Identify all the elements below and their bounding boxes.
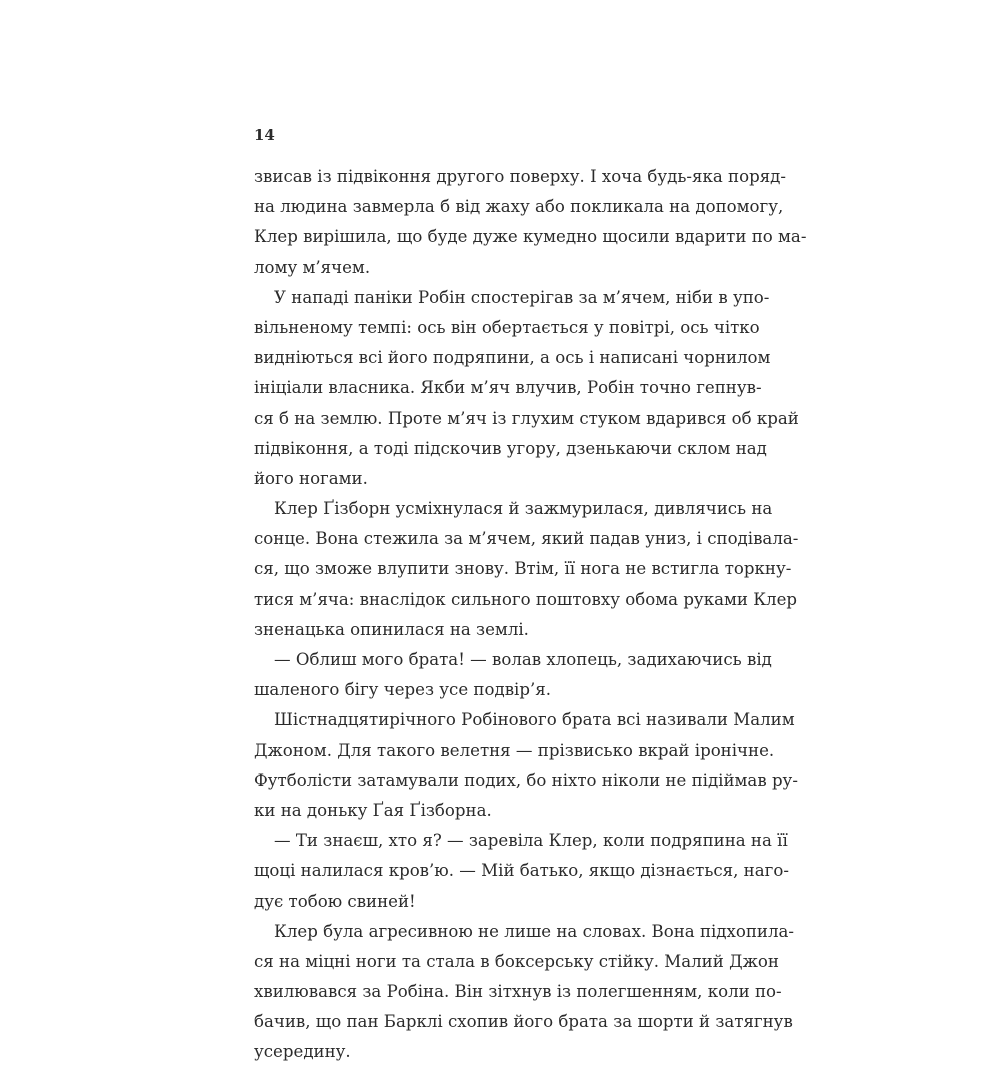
text-line: звисав із підвіконня другого поверху. І хоча будь-яка поряд- [254, 167, 786, 186]
text-line: його ногами. [254, 468, 368, 488]
text-line: — Ти знаєш, хто я? — заревіла Клер, коли подряпина на її [274, 831, 788, 851]
text-line: дує тобою свиней! [254, 891, 416, 911]
text-line: Клер була агресивною не лише на словах. Вона підхопила- [274, 921, 795, 941]
text-line: Футболісти затамували подих, бо ніхто ніколи не підіймав ру- [254, 770, 798, 790]
text-line: Шістнадцятирічного Робінового брата всі називали Малим [274, 710, 795, 730]
text-line: У нападі паніки Робін спостерігав за м’ячем, ніби в упо- [274, 287, 770, 307]
body-text [254, 162, 807, 1068]
text-line: щоці налилася кров’ю. — Мій батько, якщо дізнається, наго- [254, 861, 789, 881]
text-line: підвіконня, а тоді підскочив угору, дзенькаючи склом над [254, 438, 767, 458]
text-line: Клер Ґізборн усміхнулася й зажмурилася, дивлячись на [274, 499, 773, 519]
text-line: ся б на землю. Проте м’яч із глухим стуком вдарився об край [254, 408, 799, 428]
text-line: ся, що зможе влупити знову. Втім, її нога не встигла торкну- [254, 559, 792, 579]
text-line: видніються всі його подряпини, а ось і написані чорнилом [254, 348, 771, 368]
text-line: тися м’яча: внаслідок сильного поштовху обома руками Клер [254, 589, 798, 609]
page-number: 14 [254, 126, 275, 144]
text-line: ініціали власника. Якби м’яч влучив, Робін точно гепнув- [254, 378, 762, 398]
text-line: на людина завмерла б від жаху або покликала на допомогу, [254, 197, 784, 217]
text-line: — Облиш мого брата! — волав хлопець, задихаючись від [274, 650, 772, 669]
text-line: усередину. [254, 1042, 351, 1062]
text-line: ки на доньку Ґая Ґізборна. [254, 800, 492, 820]
text-line: зненацька опинилася на землі. [254, 619, 529, 639]
text-line: Клер вирішила, що буде дуже кумедно щосили вдарити по ма- [254, 227, 807, 247]
text-line: лому м’ячем. [254, 257, 371, 277]
text-line: бачив, що пан Барклі схопив його брата за шорти й затягнув [254, 1012, 793, 1032]
text-line: ся на міцні ноги та стала в боксерську стійку. Малий Джон [254, 951, 779, 971]
text-line: вільненому темпі: ось він обертається у повітрі, ось чітко [254, 317, 760, 337]
text-line: сонце. Вона стежила за м’ячем, який падав униз, і сподівала- [254, 529, 799, 549]
text-line: Джоном. Для такого велетня — прізвисько вкрай іронічне. [254, 740, 775, 760]
text-line: шаленого бігу через усе подвір’я. [254, 680, 551, 700]
text-line: хвилювався за Робіна. Він зітхнув із полегшенням, коли по- [254, 982, 782, 1002]
